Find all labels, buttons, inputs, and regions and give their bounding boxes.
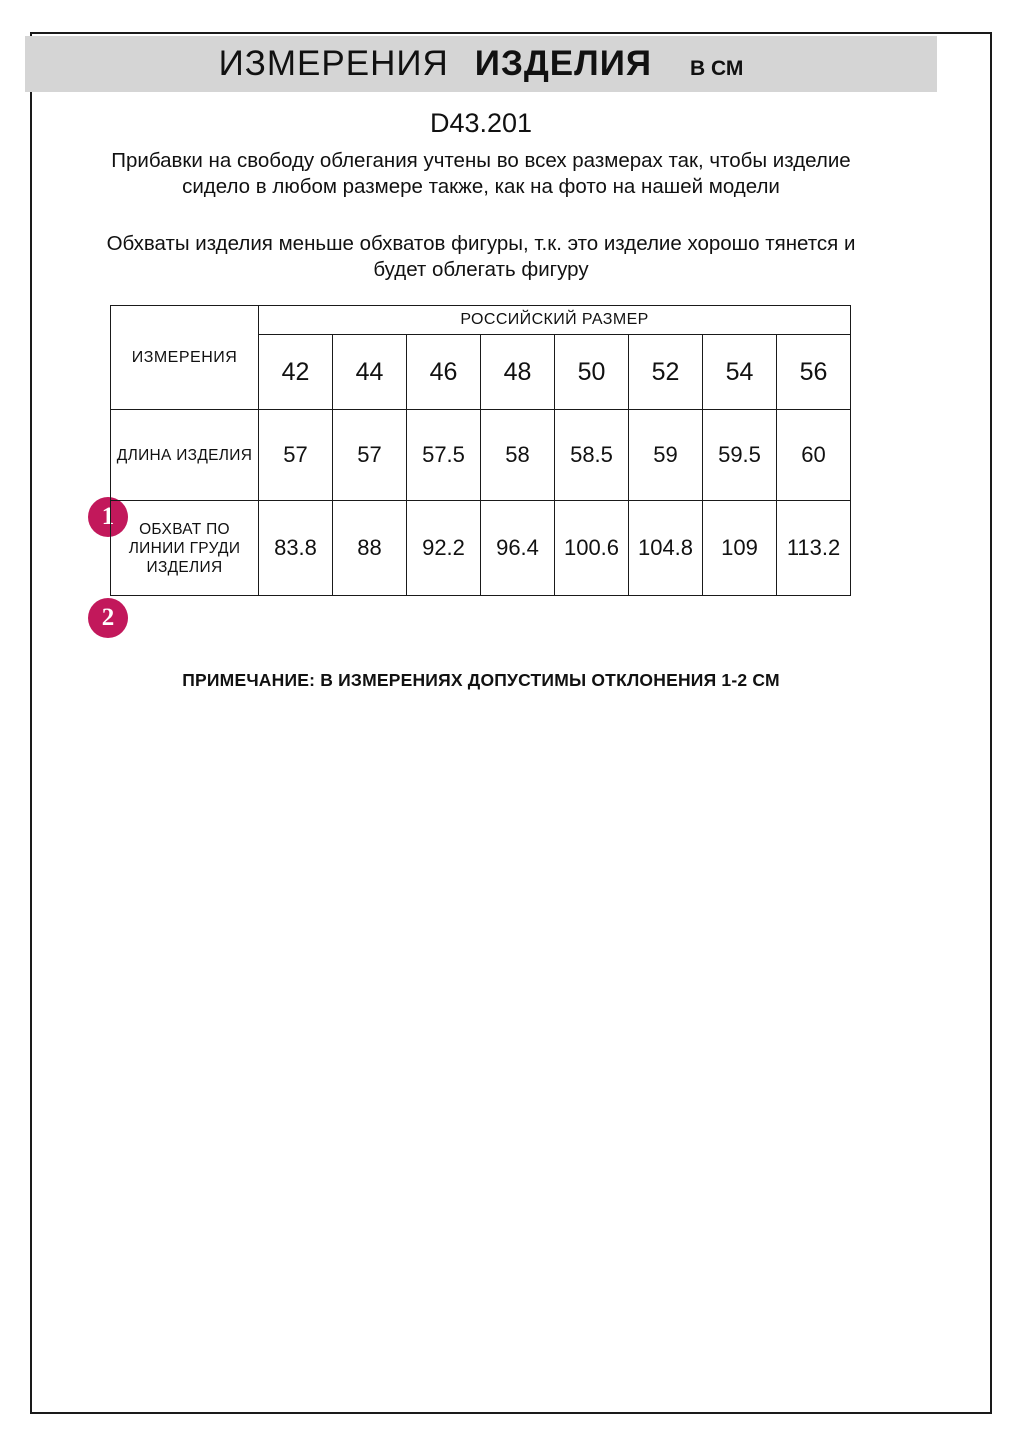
footer-note: ПРИМЕЧАНИЕ: В ИЗМЕРЕНИЯХ ДОПУСТИМЫ ОТКЛОНЕНИЯ 1-2 СМ	[182, 670, 780, 690]
table-corner-label: ИЗМЕРЕНИЯ	[111, 306, 259, 410]
size-header-cell: 48	[481, 335, 555, 410]
table-cell: 59.5	[703, 410, 777, 501]
note-stretch: Обхваты изделия меньше обхватов фигуры, т.к. это изделие хорошо тянется и будет облегать фигуру	[106, 232, 856, 281]
table-cell: 109	[703, 501, 777, 596]
table-cell: 88	[333, 501, 407, 596]
table-row-group-header	[111, 306, 851, 335]
row-label-length: ДЛИНА ИЗДЕЛИЯ	[111, 410, 259, 501]
table-cell: 58.5	[555, 410, 629, 501]
header-banner	[25, 36, 937, 92]
size-header-cell: 54	[703, 335, 777, 410]
size-header-cell: 46	[407, 335, 481, 410]
table-cell: 96.4	[481, 501, 555, 596]
table-cell: 83.8	[259, 501, 333, 596]
header-banner-text	[219, 44, 744, 84]
size-header-cell: 50	[555, 335, 629, 410]
size-header-cell: 44	[333, 335, 407, 410]
table-cell: 57.5	[407, 410, 481, 501]
note-ease-allowance: Прибавки на свободу облегания учтены во всех размерах так, чтобы изделие сидело в любом размере также, как на фото на нашей модели	[111, 149, 851, 198]
size-header-cell: 42	[259, 335, 333, 410]
table-row	[111, 501, 851, 596]
table-group-header: РОССИЙСКИЙ РАЗМЕР	[259, 306, 851, 335]
banner-title-product: ИЗДЕЛИЯ	[474, 44, 653, 83]
article-code: D43.201	[429, 108, 533, 138]
table-cell: 92.2	[407, 501, 481, 596]
measurement-marker-1: 1	[88, 497, 128, 537]
size-header-cell: 56	[777, 335, 851, 410]
table-cell: 113.2	[777, 501, 851, 596]
table-row	[111, 410, 851, 501]
table-cell: 57	[259, 410, 333, 501]
row-label-chest: ОБХВАТ ПО ЛИНИИ ГРУДИ ИЗДЕЛИЯ	[111, 501, 259, 596]
measurement-marker-2: 2	[88, 598, 128, 638]
table-cell: 59	[629, 410, 703, 501]
table-cell: 100.6	[555, 501, 629, 596]
measurements-table	[110, 305, 851, 596]
banner-units: В СМ	[690, 57, 744, 80]
table-cell: 58	[481, 410, 555, 501]
measurements-table-wrapper	[110, 305, 850, 596]
size-header-cell: 52	[629, 335, 703, 410]
table-cell: 60	[777, 410, 851, 501]
table-cell: 57	[333, 410, 407, 501]
banner-title-measurements: ИЗМЕРЕНИЯ	[218, 44, 449, 83]
table-cell: 104.8	[629, 501, 703, 596]
